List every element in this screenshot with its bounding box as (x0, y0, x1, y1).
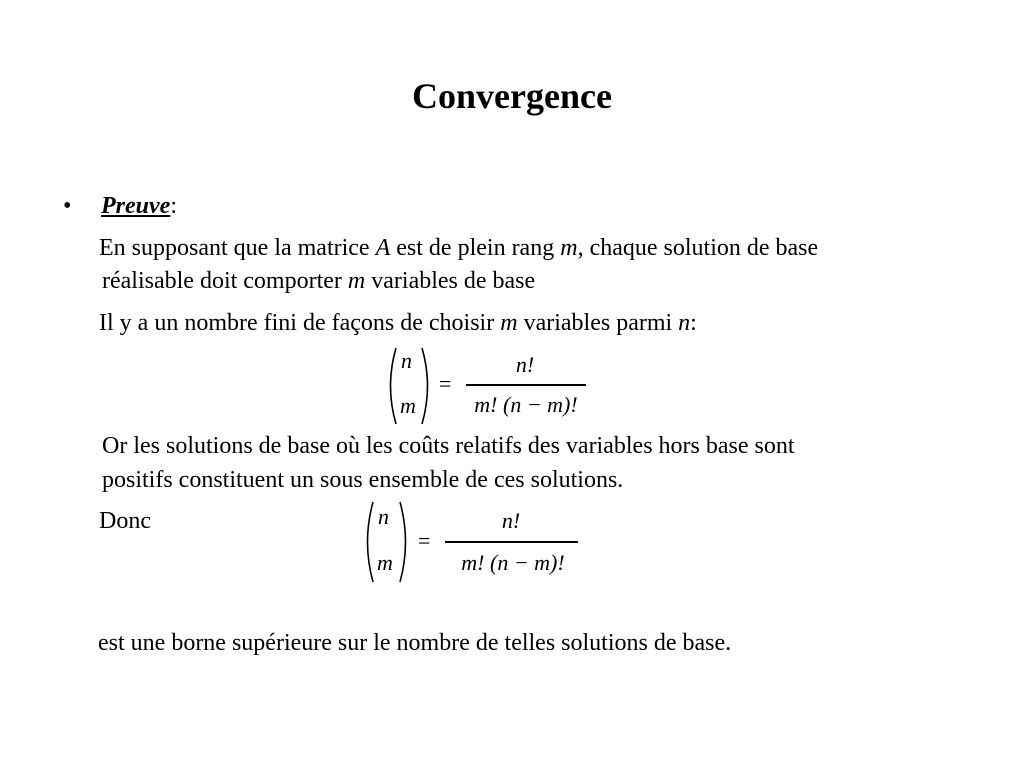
proof-colon: : (170, 193, 177, 219)
equals-sign: = (439, 371, 452, 396)
left-paren (361, 500, 375, 584)
fraction-bar (466, 384, 586, 386)
binom-top: n (378, 504, 389, 529)
fraction-numerator (445, 508, 577, 534)
binom-bottom: m (400, 393, 416, 418)
math-var: m (560, 235, 578, 261)
fraction-denominator (462, 392, 590, 418)
numerator-text: n! (501, 508, 521, 533)
paragraph-upper-bound: est une borne supérieure sur le nombre de telles solutions de base. (98, 630, 732, 656)
denominator-text: m! (n − m)! (461, 550, 565, 575)
right-paren (398, 500, 412, 584)
binom-bottom: m (377, 550, 393, 575)
fraction-denominator (443, 550, 583, 576)
text-run: réalisable doit comporter (102, 268, 348, 294)
text-run: variables de base (365, 268, 536, 294)
binomial-formula-1 (384, 346, 594, 426)
paragraph-donc: Donc (99, 508, 151, 534)
right-paren (420, 346, 434, 426)
paragraph-subset (102, 429, 795, 497)
paragraph-subset-line-1: Or les solutions de base où les coûts relatifs des variables hors base sont (102, 433, 795, 459)
math-var: m (347, 268, 366, 294)
text-run: est de plein rang (390, 235, 561, 261)
math-var: m (500, 310, 518, 336)
proof-heading (101, 190, 177, 222)
left-paren (384, 346, 398, 426)
proof-label: Preuve (101, 193, 171, 219)
fraction-numerator (464, 352, 586, 378)
slide-title: Convergence (412, 76, 612, 116)
fraction-bar (445, 541, 578, 543)
text-run: : (690, 310, 697, 336)
paragraph-full-rank-line-1 (99, 232, 818, 265)
text-run: En supposant que la matrice (99, 235, 376, 261)
math-var: A (375, 235, 391, 261)
paragraph-subset-line-2: positifs constituent un sous ensemble de ces solutions. (102, 467, 624, 493)
equals-sign: = (418, 528, 431, 553)
bullet-glyph: • (63, 193, 72, 219)
binomial-formula-2 (361, 500, 586, 584)
text-run: variables parmi (517, 310, 679, 336)
text-run: , chaque solution de base (577, 235, 819, 261)
math-var: n (678, 310, 691, 336)
paragraph-full-rank (99, 232, 818, 298)
binom-top: n (401, 348, 412, 373)
text-run: Il y a un nombre fini de façons de choisir (99, 310, 501, 336)
paragraph-full-rank-line-2 (99, 265, 818, 298)
numerator-text: n! (515, 352, 535, 377)
paragraph-finite-choices (99, 307, 697, 339)
denominator-text: m! (n − m)! (474, 392, 578, 417)
